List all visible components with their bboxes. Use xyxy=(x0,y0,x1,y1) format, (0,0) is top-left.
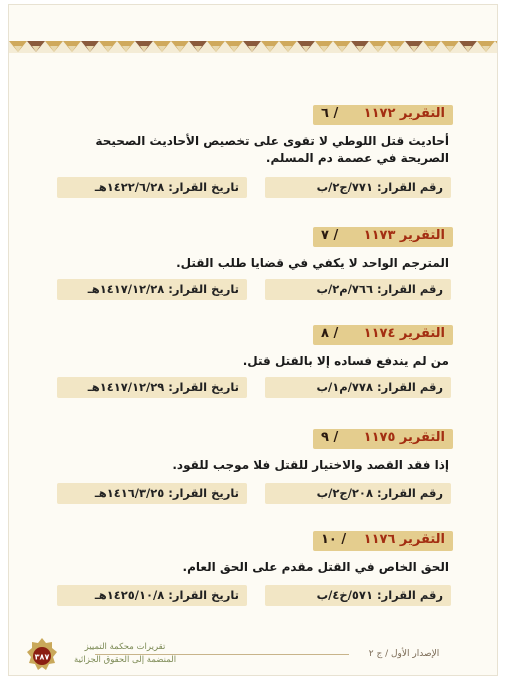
report-entry xyxy=(9,105,497,197)
report-heading xyxy=(313,531,453,551)
report-sequence: / ٨ xyxy=(321,326,339,341)
page-footer xyxy=(9,635,497,675)
decision-number: رقم القرار: ٧٧١/ج٢/ب xyxy=(265,177,451,198)
report-heading xyxy=(313,325,453,345)
triangle-pattern xyxy=(9,41,498,53)
decision-date: تاريخ القرار: ١٤١٧/١٢/٢٨هـ xyxy=(57,279,247,300)
report-entry xyxy=(9,531,497,623)
report-label: التقرير ١١٧٢ xyxy=(363,106,445,121)
report-sequence: / ٧ xyxy=(321,228,339,243)
report-heading xyxy=(313,227,453,247)
page-number-emblem-icon xyxy=(25,637,59,673)
report-entry xyxy=(9,325,497,417)
document-page xyxy=(8,4,498,676)
report-entry xyxy=(9,227,497,319)
report-sequence: / ١٠ xyxy=(321,532,347,547)
decision-number: رقم القرار: ٧٧٨/م١/ب xyxy=(265,377,451,398)
decision-date: تاريخ القرار: ١٤٢٢/٦/٢٨هـ xyxy=(57,177,247,198)
book-title-line: تقريرات محكمة التمييز xyxy=(84,642,166,652)
report-entry xyxy=(9,429,497,521)
decision-date: تاريخ القرار: ١٤٢٥/١٠/٨هـ xyxy=(57,585,247,606)
report-label: التقرير ١١٧٥ xyxy=(363,430,445,445)
report-label: التقرير ١١٧٦ xyxy=(363,532,445,547)
book-title xyxy=(65,641,185,669)
decision-date: تاريخ القرار: ١٤١٧/١٢/٢٩هـ xyxy=(57,377,247,398)
decision-number: رقم القرار: ٧٦٦/م٢/ب xyxy=(265,279,451,300)
report-heading xyxy=(313,429,453,449)
report-sequence: / ٩ xyxy=(321,430,339,445)
report-statement: الحق الخاص في القتل مقدم على الحق العام. xyxy=(182,560,449,574)
report-sequence: / ٦ xyxy=(321,106,339,121)
decorative-header-band xyxy=(9,5,497,53)
report-statement: أحاديث قتل اللوطي لا تقوى على تخصيص الأحاديث الصحيحة الصريحة في عصمة دم المسلم. xyxy=(95,134,449,165)
volume-label: الإصدار الأول / ج ٢ xyxy=(349,645,459,663)
decision-number: رقم القرار: ٢٠٨/ج٢/ب xyxy=(265,483,451,504)
report-label: التقرير ١١٧٤ xyxy=(363,326,445,341)
decision-date: تاريخ القرار: ١٤١٦/٣/٢٥هـ xyxy=(57,483,247,504)
report-label: التقرير ١١٧٣ xyxy=(363,228,445,243)
page-number: ٣٨٧ xyxy=(34,652,50,662)
book-title-line: المنضمة إلى الحقوق الجزائية xyxy=(73,655,177,665)
report-statement: من لم يندفع فساده إلا بالقتل قتل. xyxy=(242,354,449,368)
report-statement: إذا فقد القصد والاختيار للقتل فلا موجب للقود. xyxy=(172,458,449,472)
report-heading xyxy=(313,105,453,125)
report-statement: المترجم الواحد لا يكفي في قضايا طلب القتل. xyxy=(176,256,449,270)
decision-number: رقم القرار: ٥٧١/خ٤/ب xyxy=(265,585,451,606)
